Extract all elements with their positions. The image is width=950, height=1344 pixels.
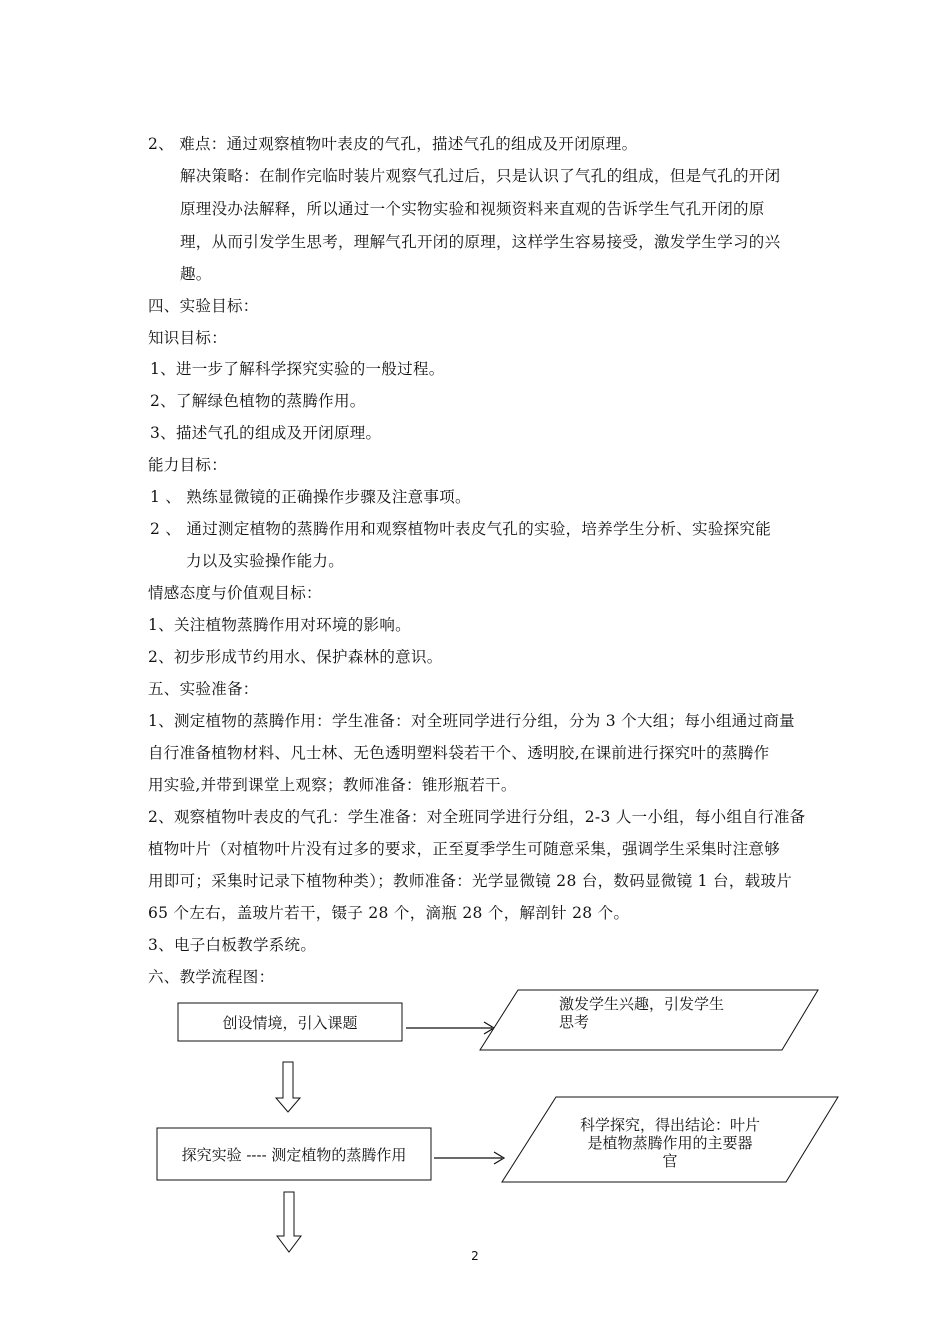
knowledge-item-1: 1、进一步了解科学探究实验的一般过程。 xyxy=(150,360,445,378)
strategy-line-1: 解决策略：在制作完临时装片观察气孔过后，只是认识了气孔的组成，但是气孔的开闭 xyxy=(180,167,781,185)
attitude-item-1: 1、关注植物蒸腾作用对环境的影响。 xyxy=(148,616,411,634)
knowledge-heading: 知识目标： xyxy=(148,329,228,347)
prep-line-6: 用即可；采集时记录下植物种类）；教师准备：光学显微镜 28 台，数码显微镜 1 台，载玻片 xyxy=(148,872,793,890)
ability-item-2-cont: 力以及实验操作能力。 xyxy=(186,552,345,570)
prep-line-5: 植物叶片（对植物叶片没有过多的要求，正至夏季学生可随意采集，强调学生采集时注意够 xyxy=(148,840,781,858)
prep-line-1: 1、测定植物的蒸腾作用：学生准备：对全班同学进行分组，分为 3 个大组；每小组通过商量 xyxy=(148,712,795,730)
prep-line-2: 自行准备植物材料、凡士林、无色透明塑料袋若干个、透明胶,在课前进行探究叶的蒸腾作 xyxy=(148,744,770,762)
prep-line-7: 65 个左右，盖玻片若干，镊子 28 个，滴瓶 28 个，解剖针 28 个。 xyxy=(148,904,630,922)
ability-item-1: 1 、 熟练显微镜的正确操作步骤及注意事项。 xyxy=(150,488,471,506)
flow-box-2-label: 探究实验 ---- 测定植物的蒸腾作用 xyxy=(181,1146,407,1164)
strategy-line-4: 趣。 xyxy=(180,265,212,283)
attitude-heading: 情感态度与价值观目标： xyxy=(148,584,322,602)
flow-box-1-label: 创设情境，引入课题 xyxy=(222,1014,358,1032)
prep-line-4: 2、观察植物叶表皮的气孔：学生准备：对全班同学进行分组，2-3 人一小组，每小组自行准备 xyxy=(148,808,806,826)
ability-item-2: 2 、 通过测定植物的蒸腾作用和观察植物叶表皮气孔的实验，培养学生分析、实验探究能 xyxy=(150,520,772,538)
strategy-line-3: 理，从而引发学生思考，理解气孔开闭的原理，这样学生容易接受，激发学生学习的兴 xyxy=(180,233,781,251)
knowledge-item-3: 3、描述气孔的组成及开闭原理。 xyxy=(150,424,382,442)
prep-line-3: 用实验,并带到课堂上观察；教师准备：锥形瓶若干。 xyxy=(148,776,517,794)
knowledge-item-2: 2、了解绿色植物的蒸腾作用。 xyxy=(150,392,366,410)
section6-heading: 六、教学流程图： xyxy=(148,968,275,986)
arrow-down-1 xyxy=(276,1062,300,1112)
flow-output-1-line-2: 思考 xyxy=(559,1013,590,1031)
arrow-right-1 xyxy=(406,1022,494,1034)
flow-output-1-line-1: 激发学生兴趣，引发学生 xyxy=(559,995,725,1013)
flow-output-2-line-1: 科学探究，得出结论：叶片 xyxy=(579,1116,760,1134)
flow-output-2-line-3: 官 xyxy=(662,1152,678,1170)
arrow-right-2 xyxy=(434,1152,504,1164)
page-number: 2 xyxy=(471,1249,479,1263)
strategy-line-2: 原理没办法解释，所以通过一个实物实验和视频资料来直观的告诉学生气孔开闭的原 xyxy=(180,200,765,218)
section5-heading: 五、实验准备： xyxy=(148,680,259,698)
section4-heading: 四、实验目标： xyxy=(148,297,259,315)
flow-output-2-line-2: 是植物蒸腾作用的主要器 xyxy=(587,1134,753,1152)
attitude-item-2: 2、初步形成节约用水、保护森林的意识。 xyxy=(148,648,443,666)
ability-heading: 能力目标： xyxy=(148,456,228,474)
arrow-down-2 xyxy=(277,1192,301,1252)
prep-line-8: 3、电子白板教学系统。 xyxy=(148,936,317,954)
difficulty-title: 2、 难点：通过观察植物叶表皮的气孔，描述气孔的组成及开闭原理。 xyxy=(148,135,638,153)
